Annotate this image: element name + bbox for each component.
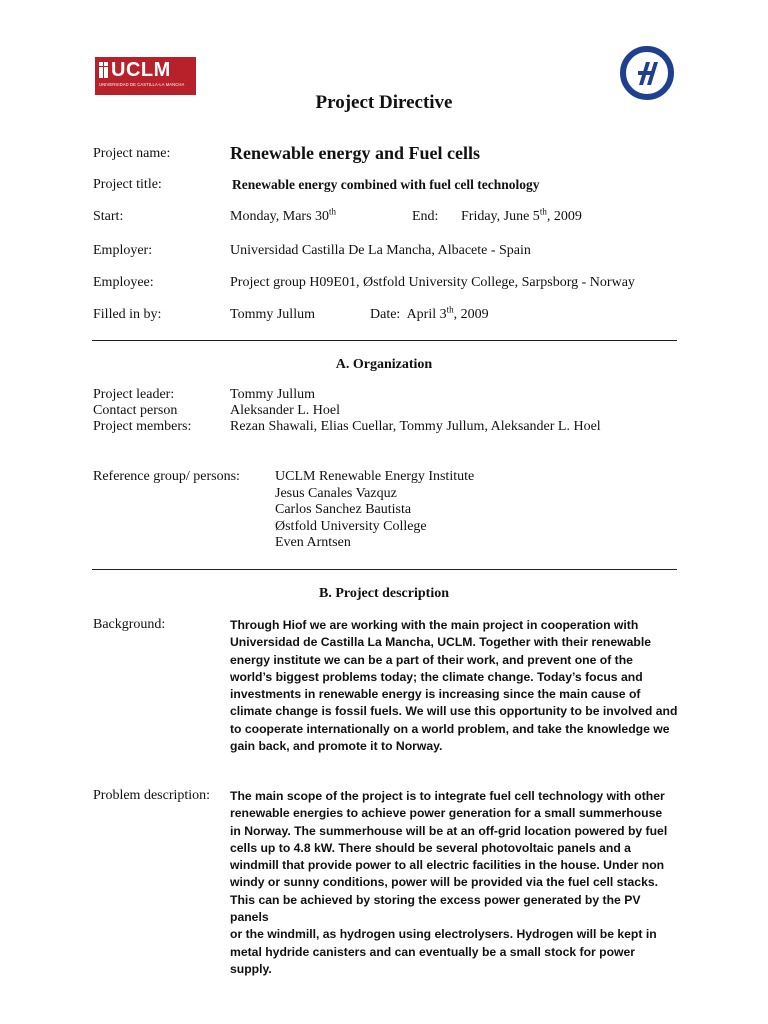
- paragraph-line: supply.: [230, 961, 272, 976]
- paragraph-line: metal hydride canisters and can eventually be a small stock for power: [230, 944, 636, 959]
- date-field: Date: April 3th, 2009: [370, 304, 489, 322]
- filled-by-value: Tommy Jullum: [230, 307, 315, 322]
- uclm-logo-subtext: UNIVERSIDAD DE CASTILLA-LA MANCHA: [99, 82, 185, 87]
- description-heading: B. Project description: [319, 586, 449, 601]
- paragraph-line: energy institute we can be a part of their work, and prevent one of the: [230, 652, 633, 667]
- start-value: Monday, Mars 30th: [230, 206, 337, 224]
- paragraph-line: gain back, and promote it to Norway.: [230, 739, 443, 754]
- end-value: Friday, June 5th, 2009: [461, 206, 582, 224]
- background-label: Background:: [93, 617, 166, 632]
- problem-description-paragraph: [230, 788, 680, 978]
- page-title: Project Directive: [315, 92, 453, 113]
- divider: [92, 569, 677, 570]
- end-label: End:: [412, 209, 439, 224]
- reference-list: [275, 469, 474, 552]
- paragraph-line: cells up to 4.8 kW. There should be several photovoltaic panels and a: [230, 840, 631, 855]
- list-item: Østfold University College: [275, 518, 427, 534]
- project-members-value: Rezan Shawali, Elias Cuellar, Tommy Jullum, Aleksander L. Hoel: [230, 419, 601, 434]
- paragraph-line: climate change is fossil fuels. We will use this opportunity to be involved and: [230, 704, 678, 719]
- uclm-crest-icon: [99, 62, 109, 78]
- divider: [92, 340, 677, 341]
- contact-person-label: Contact person: [93, 403, 178, 418]
- paragraph-line: Universidad de Castilla La Mancha, UCLM. Together with their renewable: [230, 635, 652, 650]
- reference-group-label: Reference group/ persons:: [93, 469, 240, 484]
- project-title-label: Project title:: [93, 177, 162, 192]
- employer-value: Universidad Castilla De La Mancha, Albacete - Spain: [230, 243, 531, 258]
- filled-by-label: Filled in by:: [93, 307, 162, 322]
- paragraph-line: windy or sunny conditions, power will be provided via the fuel cell stacks.: [230, 875, 659, 890]
- project-name-value: Renewable energy and Fuel cells: [230, 143, 480, 163]
- project-leader-value: Tommy Jullum: [230, 387, 315, 402]
- list-item: Jesus Canales Vazquz: [275, 485, 397, 501]
- list-item: Carlos Sanchez Bautista: [275, 502, 412, 517]
- paragraph-line: in Norway. The summerhouse will be at an off-grid location powered by fuel: [230, 823, 668, 838]
- paragraph-line: or the windmill, as hydrogen using electrolysers. Hydrogen will be kept in: [230, 927, 657, 942]
- uclm-logo-text: UCLM: [111, 59, 171, 81]
- employee-label: Employee:: [93, 275, 154, 290]
- paragraph-line: world’s biggest problems today; the climate change. Today’s focus and: [230, 669, 643, 684]
- paragraph-line: renewable energies to achieve power generation for a small summerhouse: [230, 806, 663, 821]
- organization-heading: A. Organization: [335, 357, 433, 372]
- uclm-logo: [95, 57, 196, 95]
- problem-description-label: Problem description:: [93, 788, 211, 803]
- project-name-label: Project name:: [93, 146, 171, 161]
- paragraph-line: The main scope of the project is to integrate fuel cell technology with other: [230, 789, 665, 803]
- start-label: Start:: [93, 209, 124, 224]
- contact-person-value: Aleksander L. Hoel: [230, 403, 341, 418]
- paragraph-line: to cooperate internationally on a world problem, and take the knowledge we: [230, 721, 670, 736]
- background-paragraph: [230, 617, 680, 755]
- employer-label: Employer:: [93, 243, 153, 258]
- paragraph-line: This can be achieved by storing the excess power generated by the PV panels: [230, 892, 641, 925]
- list-item: UCLM Renewable Energy Institute: [275, 469, 475, 484]
- project-leader-label: Project leader:: [93, 387, 175, 402]
- paragraph-line: investments in renewable energy is increasing since the main cause of: [230, 687, 641, 702]
- paragraph-line: windmill that provide power to all electric facilities in the house. Under non: [230, 858, 665, 873]
- paragraph-line: Through Hiof we are working with the main project in cooperation with: [230, 618, 639, 632]
- project-members-label: Project members:: [93, 419, 192, 434]
- employee-value: Project group H09E01, Østfold University College, Sarpsborg - Norway: [230, 275, 635, 290]
- list-item: Even Arntsen: [275, 535, 351, 550]
- project-title-value: Renewable energy combined with fuel cell technology: [232, 177, 540, 192]
